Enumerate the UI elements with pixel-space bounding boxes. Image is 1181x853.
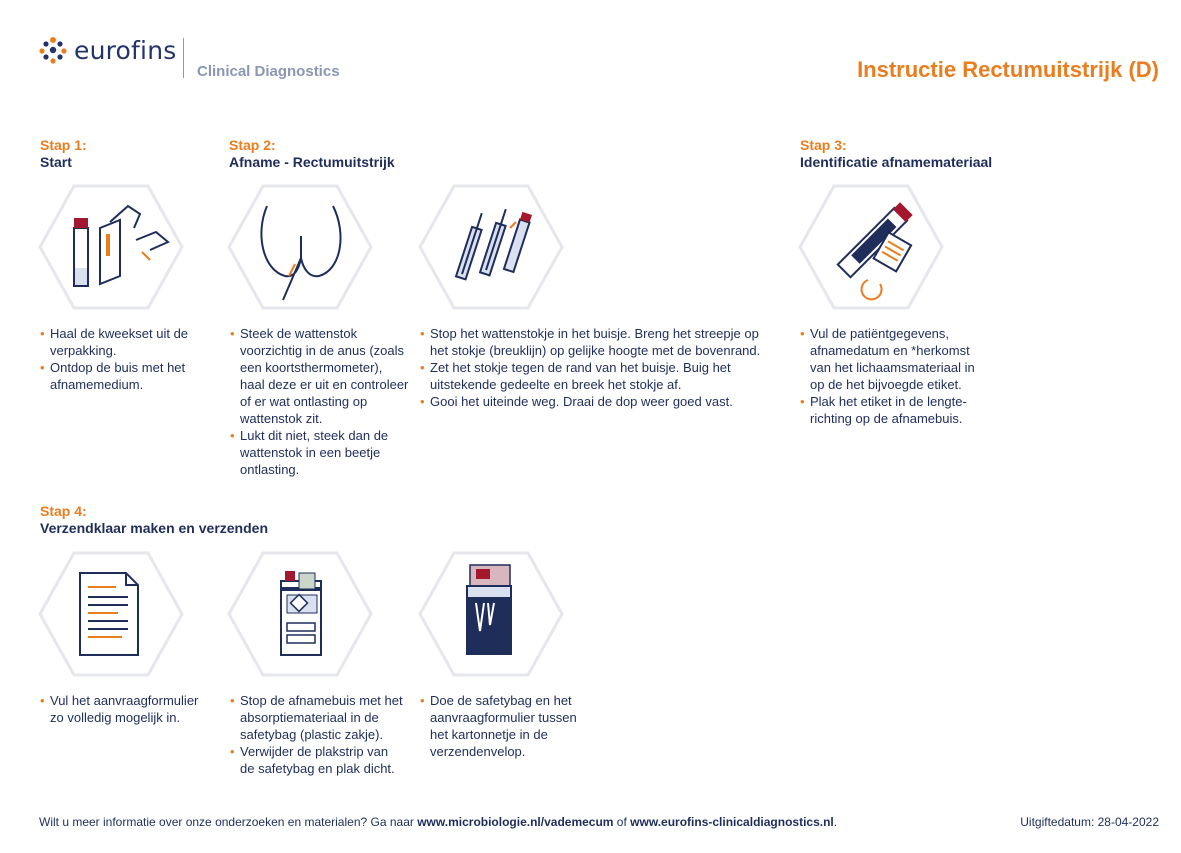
label-tube-icon — [798, 184, 944, 310]
step-2-instructions — [230, 325, 410, 478]
footer-text: . — [833, 815, 838, 829]
buttocks-swab-icon — [227, 184, 373, 310]
issue-date: Uitgiftedatum: 28-04-2022 — [1020, 815, 1159, 829]
footer-text: Wilt u meer informatie over onze onderzoeken en materialen? Ga naar — [39, 815, 418, 829]
subbrand: Clinical Diagnostics — [197, 63, 340, 80]
kit-unpack-icon — [38, 184, 184, 310]
step-2b-instructions — [420, 325, 780, 410]
vademecum-link[interactable]: www.microbiologie.nl/vademecum — [417, 815, 614, 829]
swab-break-icon — [418, 184, 564, 310]
step-3-heading — [800, 137, 992, 171]
step-4c-instructions — [420, 692, 590, 760]
instruction-item: • Gooi het uiteinde weg. Draai de dop weer goed vast. — [420, 393, 780, 410]
step-label: Stap 3: — [800, 137, 847, 153]
instruction-item: • Lukt dit niet, steek dan de wattenstok in een beetje ontlasting. — [230, 427, 410, 478]
step-title: Afname - Rectumuitstrijk — [229, 154, 395, 170]
step-title: Start — [40, 154, 72, 170]
step-label: Stap 2: — [229, 137, 276, 153]
instruction-item: • Doe de safetybag en het aanvraagformulier tussen het kartonnetje in de verzendenvelop. — [420, 692, 590, 760]
step-2-heading — [229, 137, 395, 171]
instruction-item: • Zet het stokje tegen de rand van het buisje. Buig het uitstekende gedeelte en breek het stokje af. — [420, 359, 780, 393]
step-4-heading — [40, 503, 268, 537]
instruction-item: • Plak het etiket in de lengte-richting op de afnamebuis. — [800, 393, 982, 427]
eurofins-dots-icon — [38, 36, 68, 64]
step-1-heading — [40, 137, 87, 171]
safetybag-icon — [227, 551, 373, 677]
instruction-item: • Stop het wattenstokje in het buisje. Breng het streepje op het stokje (breuklijn) op gelijke hoogte met de bovenrand. — [420, 325, 780, 359]
form-document-icon — [38, 551, 184, 677]
footer-info — [39, 815, 837, 829]
footer-text: of — [613, 815, 631, 829]
step-title: Verzendklaar maken en verzenden — [40, 520, 268, 536]
step-label: Stap 1: — [40, 137, 87, 153]
website-link[interactable]: www.eurofins-clinicaldiagnostics.nl — [630, 815, 834, 829]
instruction-item: • Vul de patiëntgegevens, afnamedatum en *herkomst van het lichaamsmateriaal in op de het bijvoegde etiket. — [800, 325, 982, 393]
envelope-icon — [418, 551, 564, 677]
instruction-item: • Steek de wattenstok voorzichtig in de anus (zoals een koortsthermometer), haal deze er uit en controleer of er wat ontlasting op wattenstok zit. — [230, 325, 410, 427]
eurofins-logo — [38, 30, 176, 70]
step-4a-instructions — [40, 692, 215, 726]
page-title: Instructie Rectumuitstrijk (D) — [857, 57, 1159, 82]
step-4b-instructions — [230, 692, 405, 777]
logo-text: eurofins — [74, 35, 177, 65]
step-1-instructions — [40, 325, 210, 393]
instruction-item: • Verwijder de plakstrip van de safetybag en plak dicht. — [230, 743, 405, 777]
instruction-item: • Vul het aanvraagformulier zo volledig mogelijk in. — [40, 692, 215, 726]
header-divider — [183, 38, 184, 78]
step-title: Identificatie afnamemateriaal — [800, 154, 993, 170]
step-label: Stap 4: — [40, 503, 87, 519]
instruction-item: • Haal de kweekset uit de verpakking. — [40, 325, 210, 359]
instruction-item: • Ontdop de buis met het afnamemedium. — [40, 359, 210, 393]
instruction-item: • Stop de afnamebuis met het absorptiemateriaal in de safetybag (plastic zakje). — [230, 692, 405, 743]
step-3-instructions — [800, 325, 982, 427]
